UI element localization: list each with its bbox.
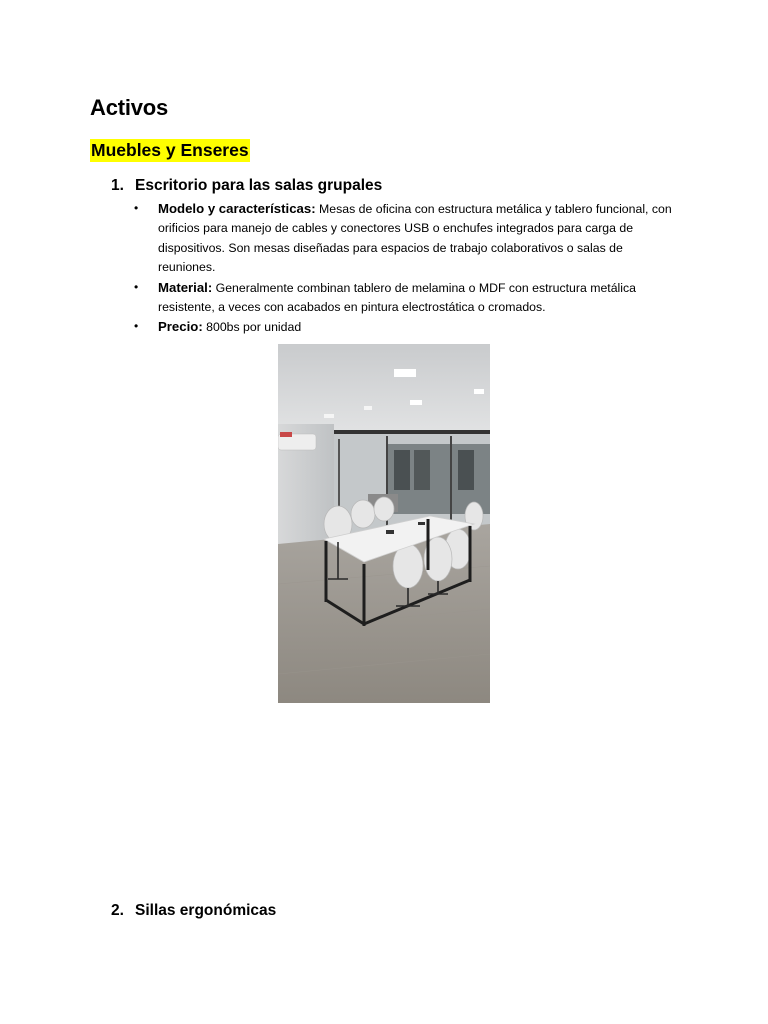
bullet-list — [134, 199, 674, 338]
bullet-item-precio — [134, 317, 674, 337]
list-item-title: Escritorio para las salas grupales — [135, 177, 383, 194]
bullet-item-modelo — [134, 199, 674, 278]
bullet-text: Mesas de oficina con estructura metálica y tablero funcional, con orificios para manejo de cables y conectores USB o enchufes integrados para carga de dispositivos. Son mesas diseñadas para espacios de trabajo colaborativos o salas de reuniones. — [158, 202, 672, 275]
list-item-heading-1 — [111, 177, 382, 195]
list-item-heading-2 — [111, 902, 276, 920]
bullet-text: 800bs por unidad — [206, 320, 302, 335]
list-item-title: Sillas ergonómicas — [135, 902, 277, 919]
document-title: Activos — [90, 95, 169, 120]
office-table-photo — [278, 344, 490, 703]
list-number: 2. — [111, 902, 124, 919]
bullet-text: Generalmente combinan tablero de melamina o MDF con estructura metálica resistente, a veces con acabados en pintura electrostática o cromados. — [158, 280, 636, 315]
bullet-label: Modelo y características: — [158, 201, 316, 216]
bullet-icon: • — [134, 319, 139, 334]
bullet-item-material — [134, 278, 674, 318]
bullet-icon: • — [134, 201, 139, 215]
section-heading: Muebles y Enseres — [91, 140, 249, 160]
bullet-label: Precio: — [158, 319, 203, 335]
bullet-icon: • — [134, 279, 139, 294]
bullet-label: Material: — [158, 279, 213, 295]
list-number: 1. — [111, 177, 124, 194]
